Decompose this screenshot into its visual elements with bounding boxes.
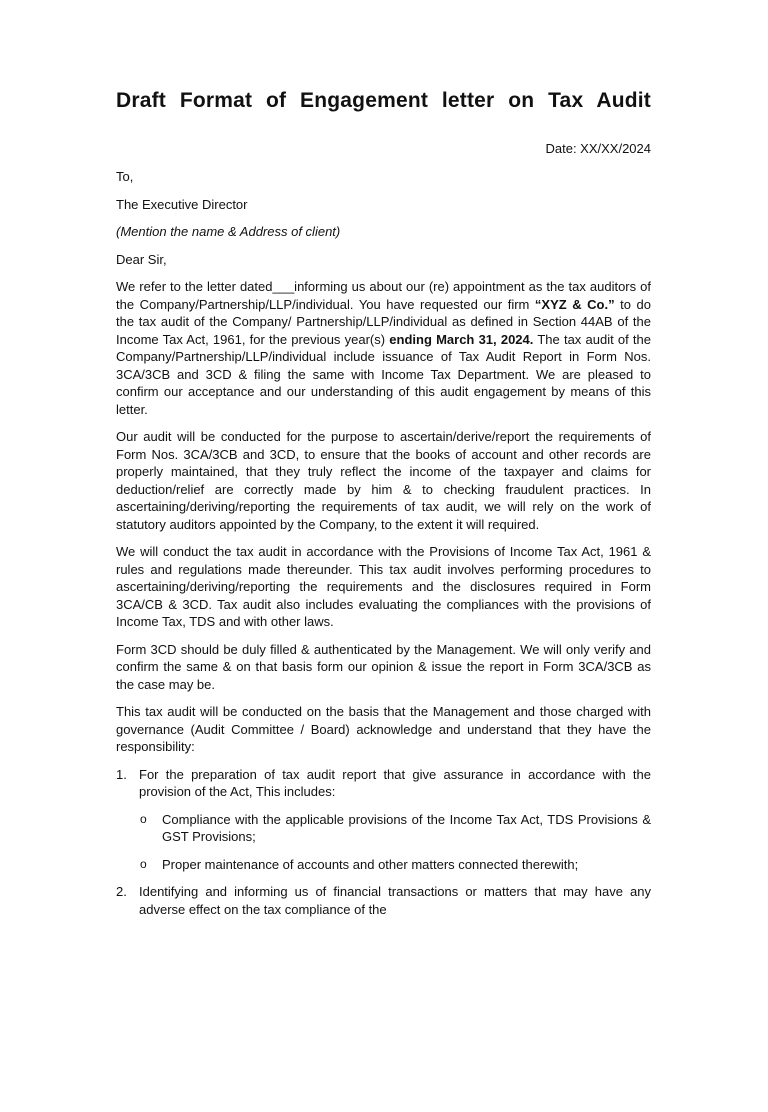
- document-page: [0, 88, 768, 1112]
- paragraph-2: Our audit will be conducted for the purpose to ascertain/derive/report the requirements of Form Nos. 3CA/3CB and 3CD, to ensure that the books of account and other records are properly maintained, that they truly reflect the income of the taxpayer and claims for deduction/relief are correctly made by him & to checking fraudulent practices. In ascertaining/deriving/reporting the requirements of tax audit, we will rely on the work of statutory auditors appointed by the Company, to the extent it will required.: [116, 429, 651, 532]
- period-ending: ending March 31, 2024.: [389, 331, 534, 347]
- sub-list: [139, 811, 651, 874]
- list-number: 2.: [116, 884, 127, 899]
- paragraph-5: This tax audit will be conducted on the basis that the Management and those charged with governance (Audit Committee / Board) acknowledge and understand that they have the responsibility:: [116, 704, 651, 754]
- addressee: The Executive Director: [116, 196, 248, 212]
- responsibility-list: [116, 766, 651, 919]
- sub-list-item: [139, 811, 651, 846]
- salutation: Dear Sir,: [116, 251, 167, 267]
- bullet-icon: o: [140, 856, 147, 871]
- client-note: (Mention the name & Address of client): [116, 224, 341, 239]
- sub-list-item: [139, 856, 651, 874]
- document-title: Draft Format of Engagement letter on Tax Audit: [116, 89, 651, 112]
- p1-text-a: We refer to the letter dated___informing us about our (re) appointment as the tax auditors of the Company/Partnership/LLP/individual. You have requested our firm: [116, 279, 651, 312]
- list-item: [116, 883, 651, 918]
- list-item: [116, 766, 651, 874]
- sub-list-item-text: Proper maintenance of accounts and other matters connected therewith;: [162, 856, 579, 872]
- paragraph-3: We will conduct the tax audit in accordance with the Provisions of Income Tax Act, 1961 & rules and regulations made thereunder. This tax audit involves performing procedures to ascertaining/deriving/reporting the requirements and the disclosures required in Form 3CA/CB & 3CD. Tax audit also includes evaluating the compliances with the provisions of Income Tax, TDS and with other laws.: [116, 544, 651, 629]
- list-item-text: For the preparation of tax audit report that give assurance in accordance with the provision of the Act, This includes:: [139, 766, 651, 799]
- p1-text-c: The tax audit of the Company/Partnership/LLP/individual include issuance of Tax Audit Report in Form Nos. 3CA/3CB and 3CD & filing the same with Income Tax Department. We are pleased to confirm our acceptance and our understanding of this audit engagement by means of this letter.: [116, 331, 652, 417]
- bullet-icon: o: [140, 811, 147, 826]
- letter-date: Date: XX/XX/2024: [545, 141, 651, 156]
- list-number: 1.: [116, 766, 127, 782]
- list-item-text: Identifying and informing us of financial transactions or matters that may have any adverse effect on the tax compliance of the: [139, 884, 651, 917]
- firm-name: “XYZ & Co.”: [534, 296, 615, 312]
- sub-list-item-text: Compliance with the applicable provisions of the Income Tax Act, TDS Provisions & GST Provisions;: [162, 811, 651, 844]
- paragraph-4: Form 3CD should be duly filled & authenticated by the Management. We will only verify and confirm the same & on that basis form our opinion & issue the report in Form 3CA/3CB as the case may be.: [116, 641, 651, 692]
- to-line: To,: [116, 169, 134, 184]
- p1-text-b: to do the tax audit of the Company/ Partnership/LLP/individual as defined in Section 44AB of the Income Tax Act, 1961, for the previous year(s): [116, 296, 651, 347]
- paragraph-1: [116, 278, 651, 418]
